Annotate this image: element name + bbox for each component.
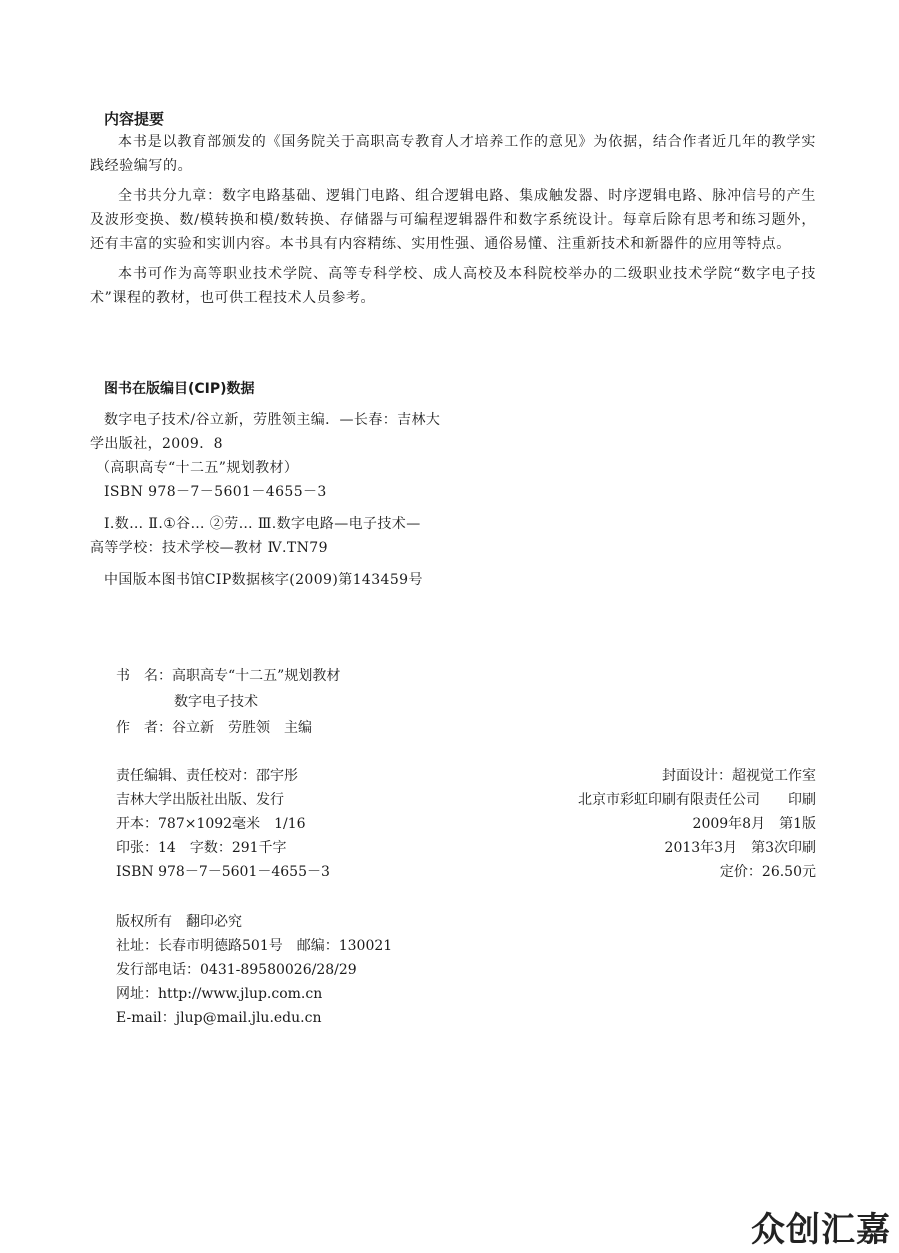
publication-left: 印张：14 字数：291千字 [116,840,287,856]
publication-right: 封面设计：超视觉工作室 [662,768,816,784]
summary-paragraph: 全书共分九章：数字电路基础、逻辑门电路、组合逻辑电路、集成触发器、时序逻辑电路、脉冲信号的产生及波形变换、数/模转换和模/数转换、存储器与可编程逻辑器件和数字系统设计。每章后除有思考和练习题外，还有丰富的实验和实训内容。本书具有内容精练、实用性强、通俗易懂、注重新技术和新器件的应用等特点。 [90,188,816,252]
book-series: 高职高专“十二五”规划教材 [172,668,341,684]
summary-paragraph: 本书可作为高等职业技术学院、高等专科学校、成人高校及本科院校举办的二级职业技术学院“数字电子技术”课程的教材，也可供工程技术人员参考。 [90,266,816,306]
cip-heading: 图书在版编目(CIP)数据 [104,381,255,397]
book-title: 数字电子技术 [174,694,258,710]
publication-row [116,812,816,836]
publication-right: 北京市彩虹印刷有限责任公司 印刷 [578,792,816,808]
publication-row [116,764,816,788]
phone-line: 发行部电话：0431-89580026/28/29 [116,962,357,978]
publication-left: 责任编辑、责任校对：邵宇彤 [116,768,298,784]
publication-right: 2013年3月 第3次印刷 [664,840,816,856]
publication-row [116,860,816,884]
publication-row [116,836,816,860]
summary-body [90,130,816,310]
summary-heading: 内容提要 [104,110,165,128]
publication-left: 开本：787×1092毫米 1/16 [116,816,306,832]
cip-line: Ⅰ.数… Ⅱ.①谷… ②劳… Ⅲ.数字电路—电子技术— [104,516,421,532]
publication-left: ISBN 978－7－5601－4655－3 [116,864,330,880]
book-title-row [174,690,874,714]
cip-line: 学出版社，2009．8 [90,436,223,452]
cip-line: 高等学校：技术学校—教材 Ⅳ.TN79 [90,540,328,556]
book-title-row [116,664,816,688]
cip-line: 数字电子技术/谷立新，劳胜领主编．—长春：吉林大 [104,412,441,428]
website-line: 网址：http://www.jlup.com.cn [116,986,323,1002]
publication-left: 吉林大学出版社出版、发行 [116,792,284,808]
publication-row [116,788,816,812]
cip-line: 中国版本图书馆CIP数据核字(2009)第143459号 [104,572,423,588]
copyright-notice: 版权所有 翻印必究 [116,914,242,930]
watermark-logo: 众创汇嘉 [751,1210,891,1250]
cip-line: ISBN 978－7－5601－4655－3 [104,484,327,500]
summary-paragraph: 本书是以教育部颁发的《国务院关于高职高专教育人才培养工作的意见》为依据，结合作者近几年的教学实践经验编写的。 [90,134,816,174]
book-title-label: 书 名： [116,668,172,684]
book-author-row [116,716,816,740]
cip-line: （高职高专“十二五”规划教材） [96,460,299,476]
book-author-label: 作 者： [116,720,172,736]
email-line: E-mail：jlup@mail.jlu.edu.cn [116,1010,322,1026]
publication-right: 2009年8月 第1版 [692,816,816,832]
address-line: 社址：长春市明德路501号 邮编：130021 [116,938,393,954]
publication-right: 定价：26.50元 [719,864,816,880]
book-authors: 谷立新 劳胜领 主编 [172,720,312,736]
